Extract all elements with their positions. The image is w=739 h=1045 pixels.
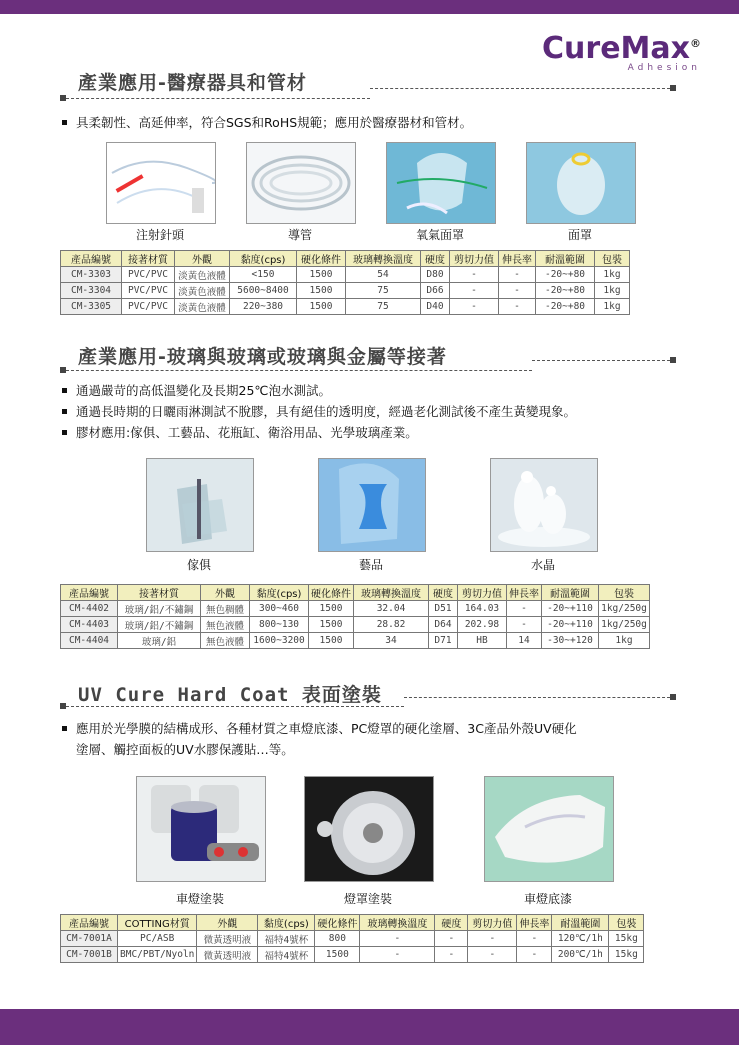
bullets-medical [60,112,472,133]
cell: 1600~3200 [250,633,309,649]
cell: 220~380 [230,299,297,315]
caption: 氧氣面罩 [415,228,464,242]
cell: CM-4402 [61,601,118,617]
spec-table-glass [60,584,650,649]
title-underline [66,370,532,371]
cell: - [450,299,499,315]
col-header: 包裝 [609,915,644,931]
cell: - [517,931,552,947]
col-header: 外觀 [197,915,258,931]
col-header: 剪切力值 [450,251,499,267]
title-rule [404,697,670,698]
lamp-shade-photo [304,776,434,882]
cell: CM-3303 [61,267,122,283]
cell: 1kg [595,283,630,299]
col-header: 伸長率 [517,915,552,931]
cell: - [468,947,517,963]
cell: - [507,617,542,633]
col-header: 接著材質 [118,585,201,601]
tube-photo [246,142,356,224]
table-row [61,267,630,283]
caption: 注射針頭 [135,228,184,242]
cell: - [517,947,552,963]
col-header: 硬度 [435,915,468,931]
caption: 水晶 [530,558,555,572]
col-header: 伸長率 [499,251,536,267]
cell: 1kg/250g [599,617,650,633]
cell: 5600~8400 [230,283,297,299]
title-underline [66,98,370,99]
cell: - [499,283,536,299]
cell: 800 [315,931,360,947]
col-header: 黏度(cps) [258,915,315,931]
section-title-medical: 產業應用-醫療器具和管材 [78,72,307,94]
col-header: 剪切力值 [458,585,507,601]
caption: 傢俱 [186,558,211,572]
rule-start-square [60,703,66,709]
table-row [61,633,650,649]
cell: 淡黃色液體 [175,283,230,299]
cell: 300~460 [250,601,309,617]
cell: - [499,267,536,283]
cell: 福特4號杯 [258,947,315,963]
cell: - [435,947,468,963]
cell: 15kg [609,931,644,947]
title-rule [532,360,670,361]
cell: 福特4號杯 [258,931,315,947]
col-header: 產品編號 [61,915,118,931]
cell: D40 [421,299,450,315]
glass-furniture-photo [146,458,254,552]
bullet-item: 應用於光學膜的結構成形、各種材質之車燈底漆、PC燈罩的硬化塗層、3C產品外殼UV硬化 [60,718,577,739]
col-header: 外觀 [175,251,230,267]
logo-name: CureMax [542,31,690,66]
cell: 1500 [297,283,346,299]
cell: 1500 [315,947,360,963]
col-header: 硬度 [421,251,450,267]
table-header-row [61,251,630,267]
cell: 1500 [309,601,354,617]
cell: 無色液體 [201,633,250,649]
table-row [61,299,630,315]
cell: - [450,267,499,283]
title-underline [66,706,404,707]
registered-mark: ® [690,37,701,50]
table-header-row [61,915,644,931]
cell: 32.04 [354,601,429,617]
caption: 車燈塗裝 [175,892,224,906]
face-mask-photo [526,142,636,224]
col-header: 黏度(cps) [250,585,309,601]
logo-tagline: Adhesion [627,63,701,73]
bullet-item: 具柔韌性、高延伸率，符合SGS和RoHS規範；應用於醫療器材和管材。 [60,112,472,133]
cell: CM-4403 [61,617,118,633]
col-header: 黏度(cps) [230,251,297,267]
cell: 800~130 [250,617,309,633]
cell: -20~+110 [542,601,599,617]
cell: D80 [421,267,450,283]
col-header: 伸長率 [507,585,542,601]
col-header: 接著材質 [122,251,175,267]
col-header: 硬化條件 [309,585,354,601]
bullets-uv-coat [60,718,577,760]
bullets-glass [60,380,576,443]
cell: D71 [429,633,458,649]
col-header: 耐溫範圍 [552,915,609,931]
cell: 120℃/1h [552,931,609,947]
bullet-item: 通過嚴苛的高低溫變化及長期25℃泡水測試。 [60,380,576,401]
cell: 無色稠體 [201,601,250,617]
cell: - [507,601,542,617]
cell: 1500 [309,617,354,633]
cell: - [468,931,517,947]
cell: -20~+80 [536,267,595,283]
cell: 1500 [297,299,346,315]
col-header: 耐溫範圍 [536,251,595,267]
col-header: 產品編號 [61,251,122,267]
cell: 1500 [297,267,346,283]
cell: CM-3305 [61,299,122,315]
cell: CM-7001A [61,931,118,947]
cell: D51 [429,601,458,617]
cell: HB [458,633,507,649]
caption: 車燈底漆 [523,892,572,906]
table-header-row [61,585,650,601]
cell: 200℃/1h [552,947,609,963]
caption: 藝品 [358,558,383,572]
col-header: COTTING材質 [118,915,197,931]
syringe-photo [106,142,216,224]
col-header: 玻璃轉換溫度 [360,915,435,931]
spec-table-medical [60,250,630,315]
bullet-item: 膠材應用:傢俱、工藝品、花瓶缸、衛浴用品、光學玻璃產業。 [60,422,576,443]
rule-start-square [60,367,66,373]
cell: 28.82 [354,617,429,633]
cell: CM-7001B [61,947,118,963]
cell: 1kg [595,267,630,283]
cell: D66 [421,283,450,299]
caption: 燈罩塗裝 [343,892,392,906]
cell: - [435,931,468,947]
caption: 導管 [287,228,312,242]
table-row [61,947,644,963]
top-brand-bar [0,0,739,14]
caption: 面罩 [567,228,592,242]
cell: -30~+120 [542,633,599,649]
cell: 1kg/250g [599,601,650,617]
cell: 無色液體 [201,617,250,633]
bottom-brand-bar [0,1009,739,1045]
cell: - [360,947,435,963]
bullet-continuation: 塗層、觸控面板的UV水膠保護貼…等。 [76,742,294,757]
cell: 1kg [599,633,650,649]
cell: 1kg [595,299,630,315]
table-row [61,601,650,617]
cell: 微黃透明液 [197,947,258,963]
col-header: 包裝 [599,585,650,601]
col-header: 產品編號 [61,585,118,601]
cell: 玻璃/鋁 [118,633,201,649]
title-rule [370,88,670,89]
col-header: 剪切力值 [468,915,517,931]
cell: PC/ASB [118,931,197,947]
table-row [61,617,650,633]
cell: -20~+80 [536,283,595,299]
cell: PVC/PVC [122,267,175,283]
crystal-photo [490,458,598,552]
col-header: 玻璃轉換溫度 [354,585,429,601]
cell: -20~+80 [536,299,595,315]
car-lamp-coating-photo [136,776,266,882]
cell: CM-4404 [61,633,118,649]
col-header: 玻璃轉換溫度 [346,251,421,267]
cell: 玻璃/鋁/不鏽鋼 [118,617,201,633]
rule-end-square [670,85,676,91]
rule-end-square [670,357,676,363]
rule-end-square [670,694,676,700]
section-title-glass: 產業應用-玻璃與玻璃或玻璃與金屬等接著 [78,346,447,368]
spec-table-uv-coat [60,914,644,963]
cell: - [499,299,536,315]
lamp-primer-photo [484,776,614,882]
cell: 玻璃/鋁/不鏽鋼 [118,601,201,617]
cell: -20~+110 [542,617,599,633]
glass-art-photo [318,458,426,552]
cell: 1500 [309,633,354,649]
cell: D64 [429,617,458,633]
table-row [61,931,644,947]
rule-start-square [60,95,66,101]
col-header: 硬化條件 [315,915,360,931]
cell: 淡黃色液體 [175,267,230,283]
cell: 淡黃色液體 [175,299,230,315]
cell: 14 [507,633,542,649]
col-header: 硬度 [429,585,458,601]
bullet-item: 通過長時期的日曬雨淋測試不脫膠，具有絕佳的透明度，經過老化測試後不產生黃變現象。 [60,401,576,422]
cell: 微黃透明液 [197,931,258,947]
table-row [61,283,630,299]
cell: BMC/PBT/Nyoln [118,947,197,963]
cell: - [360,931,435,947]
cell: 202.98 [458,617,507,633]
section-title-uv-coat: UV Cure Hard Coat 表面塗裝 [78,684,382,706]
cell: PVC/PVC [122,283,175,299]
cell: 54 [346,267,421,283]
cell: - [450,283,499,299]
col-header: 外觀 [201,585,250,601]
cell: 75 [346,299,421,315]
oxygen-mask-photo [386,142,496,224]
cell: <150 [230,267,297,283]
cell: 15kg [609,947,644,963]
col-header: 耐溫範圍 [542,585,599,601]
cell: 75 [346,283,421,299]
col-header: 硬化條件 [297,251,346,267]
cell: PVC/PVC [122,299,175,315]
cell: 164.03 [458,601,507,617]
cell: 34 [354,633,429,649]
cell: CM-3304 [61,283,122,299]
col-header: 包裝 [595,251,630,267]
curemax-logo [542,28,701,73]
